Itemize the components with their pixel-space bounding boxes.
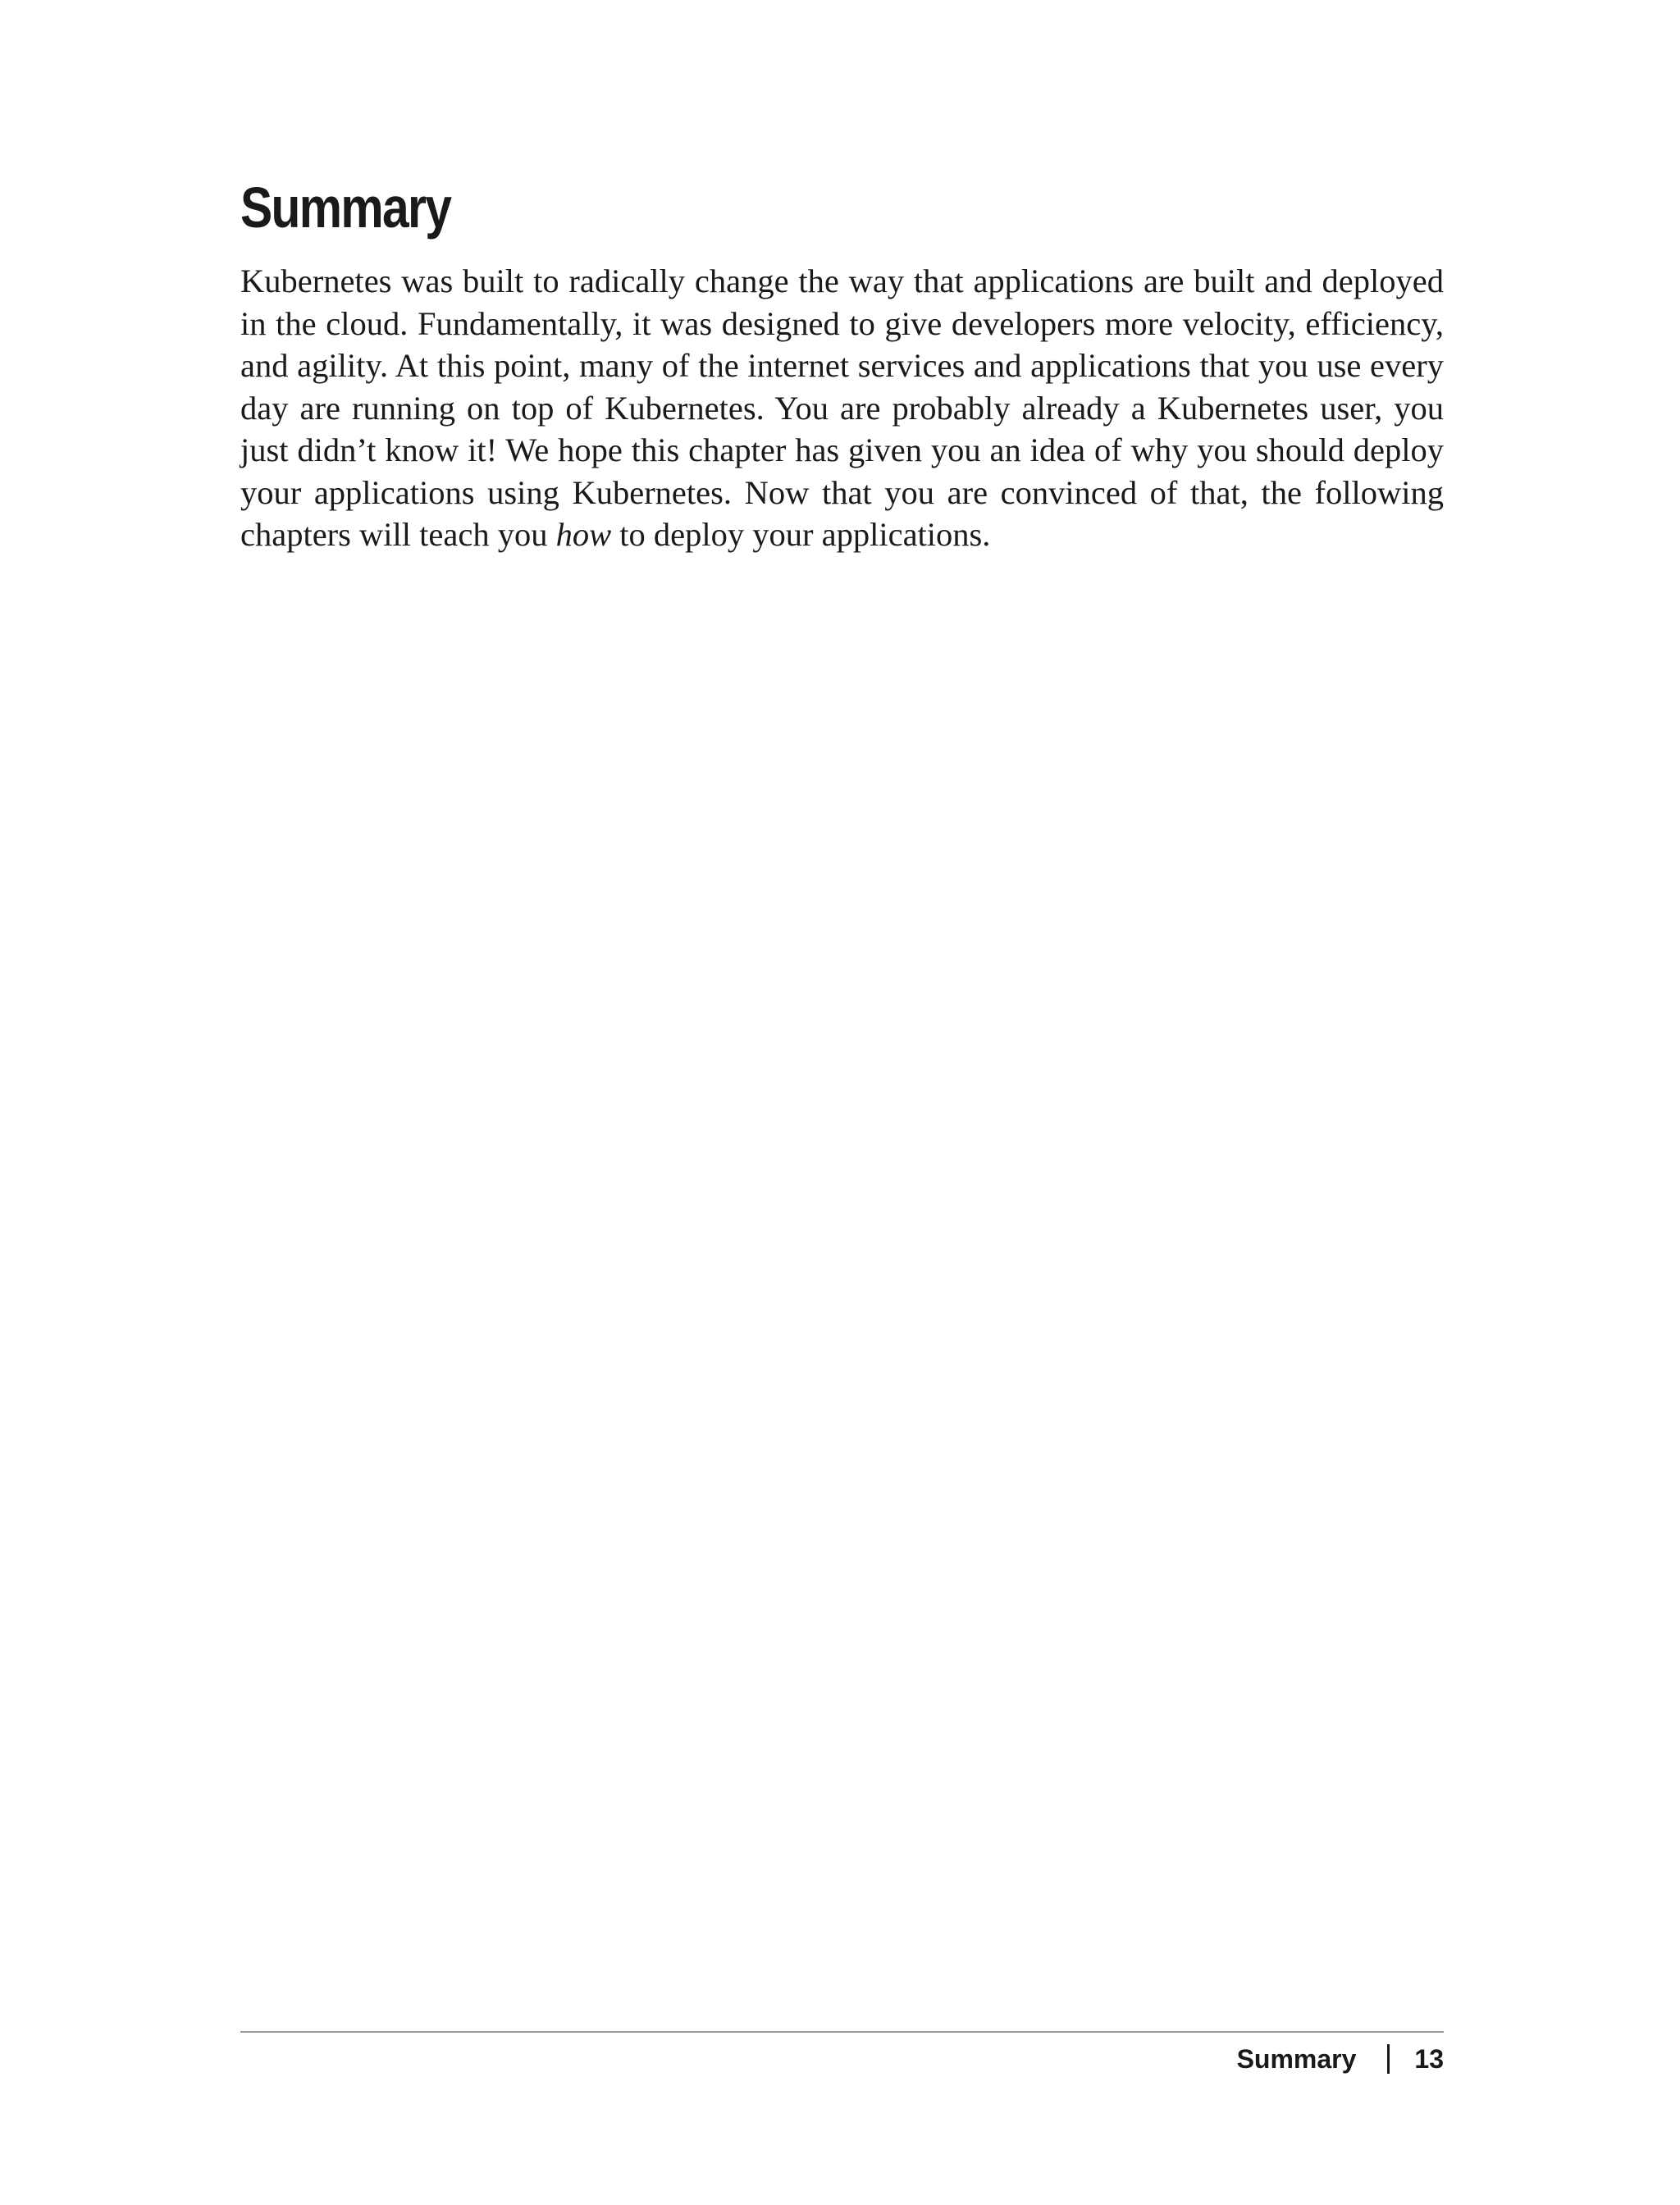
paragraph-text-start: Kubernetes was built to radically change the way that applications are built and deployed in the cloud. Fundamentally, it was designed to give developers more velocity, efficiency, and agility. At this point, many of the internet services and applications that you use every day are running on top of Kubernetes. You are probably already a Kubernetes user, you just didn’t know it! We hope this chapter has given you an idea of why you should deploy your applications using Kubernetes. Now that you are convinced of that, the following chapters will teach you bbox=[240, 262, 1444, 553]
page-number: 13 bbox=[1414, 2044, 1444, 2074]
emphasized-word: how bbox=[555, 516, 612, 553]
footer-running-title: Summary bbox=[1236, 2044, 1357, 2074]
summary-paragraph bbox=[240, 260, 1444, 556]
footer-separator bbox=[1387, 2044, 1390, 2074]
footer-divider bbox=[240, 2031, 1444, 2033]
page-footer bbox=[1237, 2041, 1444, 2077]
section-heading: Summary bbox=[240, 176, 451, 240]
paragraph-text-end: to deploy your applications. bbox=[611, 516, 991, 553]
